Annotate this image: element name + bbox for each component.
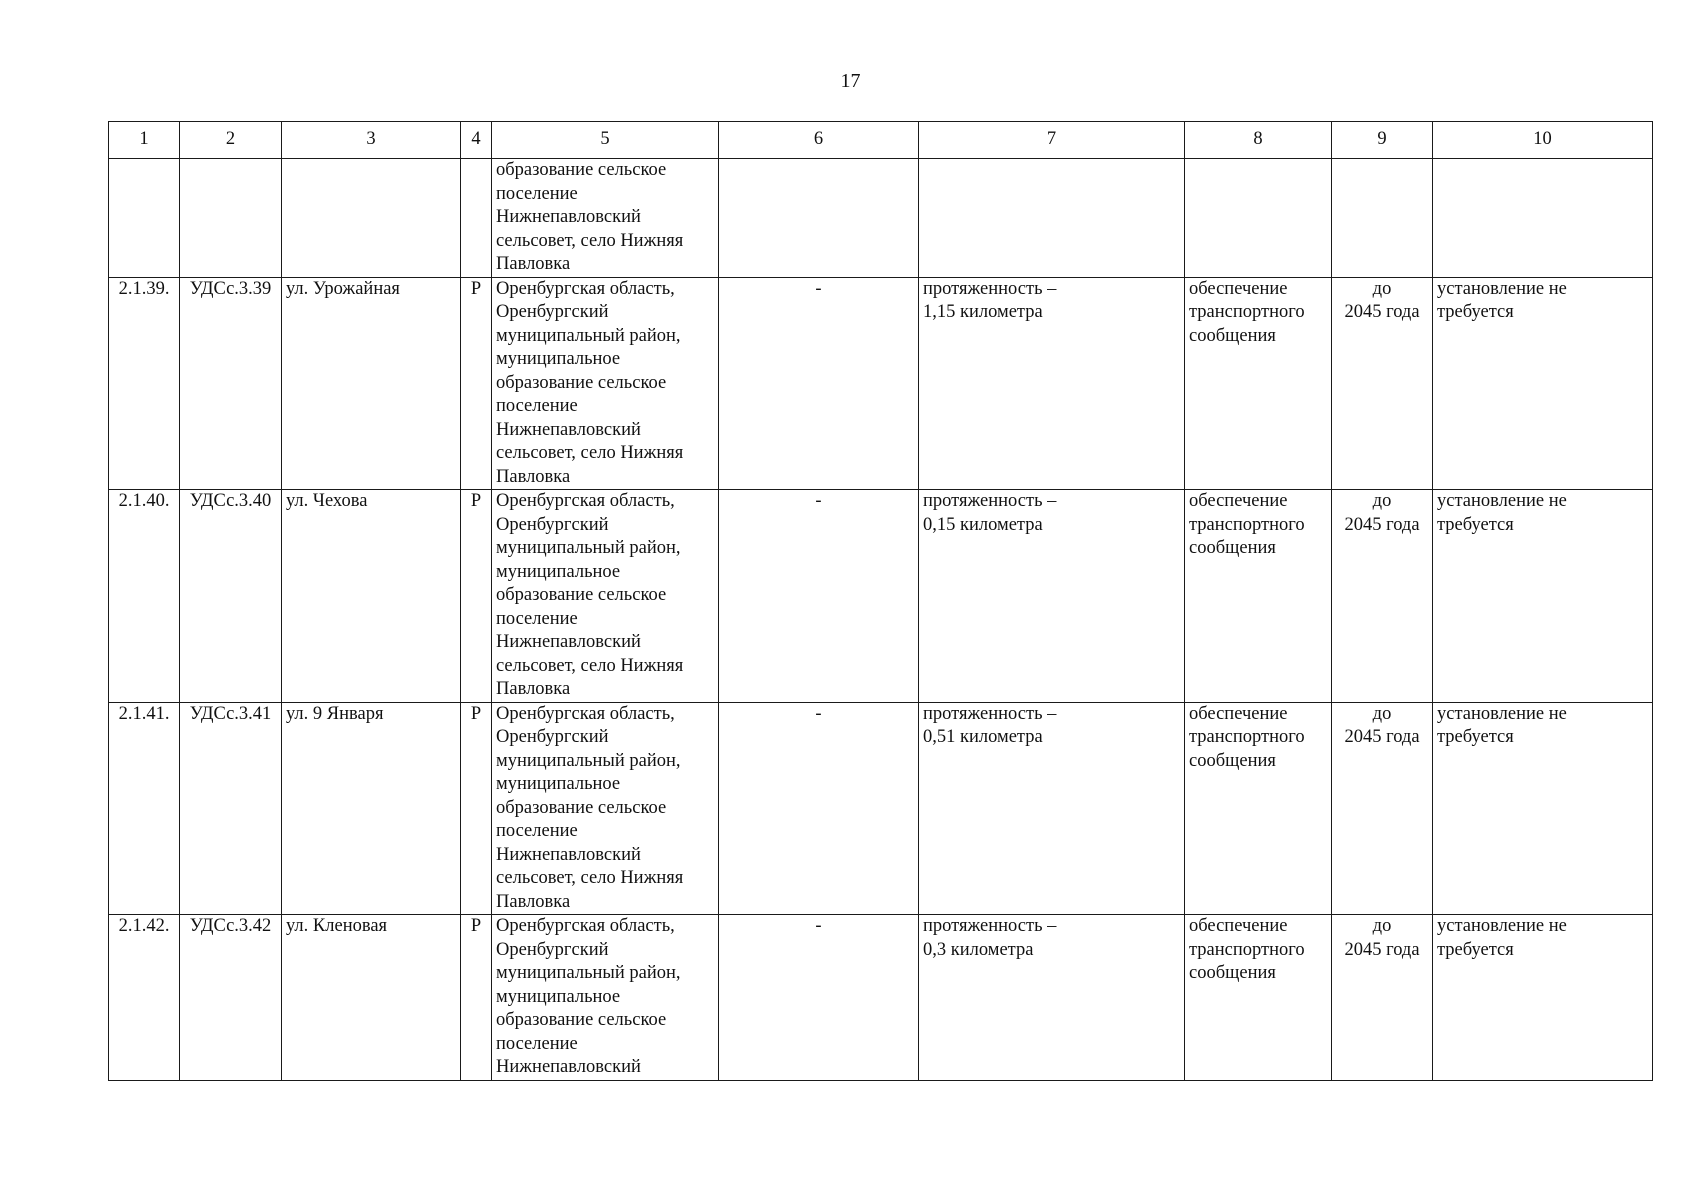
cell-zone [1433,277,1653,490]
cell-location [492,702,719,915]
cell-purpose [1185,277,1332,490]
purpose-line: сообщения [1189,963,1276,983]
cell-col6 [719,159,919,278]
cell-zone [1433,915,1653,1081]
cell-type: Р [461,915,492,1081]
cell-type: Р [461,490,492,703]
cell-type: Р [461,277,492,490]
location-line: поселение [496,183,578,204]
cell-num [109,159,180,278]
cell-term [1332,915,1433,1081]
location-line: Нижнепавловский [496,419,641,440]
cell-term [1332,159,1433,278]
term-line: 2045 года [1344,302,1420,322]
zone-line: требуется [1437,939,1514,960]
location-line: Оренбургская область, [496,916,675,936]
purpose-line: сообщения [1189,325,1276,346]
term-line: до [1372,278,1392,299]
cell-num: 2.1.40. [109,490,180,703]
location-line: Оренбургский [496,939,609,960]
purpose-line: обеспечение [1189,916,1288,936]
length-line: 0,3 километра [923,939,1034,960]
table-row [109,490,1653,703]
location-line: муниципальный район, [496,963,681,983]
header-col-6: 6 [719,122,919,159]
cell-col6: - [719,915,919,1081]
location-line: образование сельское [496,797,667,818]
cell-type: Р [461,702,492,915]
header-col-4: 4 [461,122,492,159]
location-line: муниципальный район, [496,538,681,558]
term-line: до [1372,916,1392,936]
cell-location [492,490,719,703]
cell-length [919,702,1185,915]
objects-table [108,121,1653,1081]
cell-purpose [1185,159,1332,278]
location-line: образование сельское [496,372,667,393]
header-col-5: 5 [492,122,719,159]
zone-line: установление не [1437,916,1567,936]
purpose-line: обеспечение [1189,703,1288,724]
cell-purpose [1185,490,1332,703]
header-col-10: 10 [1433,122,1653,159]
table-row [109,277,1653,490]
location-line: Нижнепавловский [496,1057,641,1077]
purpose-line: транспортного [1189,727,1305,747]
zone-line: установление не [1437,278,1567,299]
purpose-line: транспортного [1189,939,1305,960]
zone-line: установление не [1437,491,1567,511]
header-col-1: 1 [109,122,180,159]
purpose-line: транспортного [1189,302,1305,322]
cell-term [1332,702,1433,915]
location-line: Нижнепавловский [496,632,641,652]
purpose-line: обеспечение [1189,278,1288,299]
cell-name: ул. Чехова [282,490,461,703]
purpose-line: обеспечение [1189,491,1288,511]
cell-length [919,159,1185,278]
cell-zone [1433,490,1653,703]
cell-zone [1433,159,1653,278]
term-line: до [1372,703,1392,724]
cell-code: УДСс.3.41 [180,702,282,915]
header-row [109,122,1653,159]
zone-line: требуется [1437,514,1514,535]
location-line: муниципальное [496,349,621,369]
purpose-line: сообщения [1189,538,1276,558]
location-line: сельсовет, село Нижняя [496,655,684,676]
cell-num: 2.1.42. [109,915,180,1081]
location-line: образование сельское [496,160,667,180]
header-col-7: 7 [919,122,1185,159]
cell-term [1332,490,1433,703]
cell-col6: - [719,277,919,490]
location-line: образование сельское [496,585,667,605]
length-line: протяженность – [923,916,1057,936]
cell-zone [1433,702,1653,915]
location-line: Оренбургская область, [496,278,675,299]
length-line: протяженность – [923,491,1057,511]
cell-location [492,159,719,278]
zone-line: требуется [1437,727,1514,747]
header-col-8: 8 [1185,122,1332,159]
cell-location [492,915,719,1081]
location-line: Нижнепавловский [496,207,641,227]
cell-purpose [1185,915,1332,1081]
location-line: сельсовет, село Нижняя [496,230,684,251]
cell-code [180,159,282,278]
location-line: Оренбургская область, [496,491,675,511]
page-number: 17 [840,70,861,92]
location-line: поселение [496,608,578,629]
location-line: Павловка [496,466,571,487]
continuation-row [109,159,1653,278]
length-line: 0,51 километра [923,727,1043,747]
location-line: поселение [496,821,578,841]
location-line: муниципальное [496,561,621,582]
length-line: протяженность – [923,703,1057,724]
cell-length [919,277,1185,490]
location-line: муниципальное [496,774,621,794]
term-line: 2045 года [1344,939,1420,960]
cell-name: ул. Урожайная [282,277,461,490]
location-line: Павловка [496,254,571,274]
location-line: муниципальное [496,986,621,1007]
purpose-line: транспортного [1189,514,1305,535]
cell-purpose [1185,702,1332,915]
table-row [109,702,1653,915]
cell-code: УДСс.3.40 [180,490,282,703]
length-line: 1,15 километра [923,302,1043,322]
location-line: сельсовет, село Нижняя [496,443,684,463]
cell-col6: - [719,490,919,703]
location-line: образование сельское [496,1010,667,1030]
location-line: муниципальный район, [496,325,681,346]
cell-type [461,159,492,278]
length-line: 0,15 километра [923,514,1043,535]
cell-name [282,159,461,278]
cell-num: 2.1.39. [109,277,180,490]
header-col-3: 3 [282,122,461,159]
location-line: Павловка [496,679,571,699]
length-line: протяженность – [923,278,1057,299]
cell-name: ул. Кленовая [282,915,461,1081]
location-line: Павловка [496,891,571,912]
zone-line: требуется [1437,302,1514,322]
cell-length [919,490,1185,703]
cell-col6: - [719,702,919,915]
term-line: 2045 года [1344,727,1420,747]
cell-code: УДСс.3.39 [180,277,282,490]
term-line: 2045 года [1344,514,1420,535]
header-col-9: 9 [1332,122,1433,159]
location-line: поселение [496,1033,578,1054]
cell-term [1332,277,1433,490]
location-line: Оренбургский [496,302,609,322]
location-line: Нижнепавловский [496,844,641,865]
location-line: Оренбургская область, [496,703,675,724]
zone-line: установление не [1437,703,1567,724]
term-line: до [1372,491,1392,511]
cell-name: ул. 9 Января [282,702,461,915]
location-line: поселение [496,396,578,416]
cell-location [492,277,719,490]
header-col-2: 2 [180,122,282,159]
location-line: сельсовет, село Нижняя [496,868,684,888]
location-line: муниципальный район, [496,750,681,771]
purpose-line: сообщения [1189,750,1276,771]
cell-num: 2.1.41. [109,702,180,915]
location-line: Оренбургский [496,727,609,747]
cell-length [919,915,1185,1081]
table-row [109,915,1653,1081]
location-line: Оренбургский [496,514,609,535]
cell-code: УДСс.3.42 [180,915,282,1081]
